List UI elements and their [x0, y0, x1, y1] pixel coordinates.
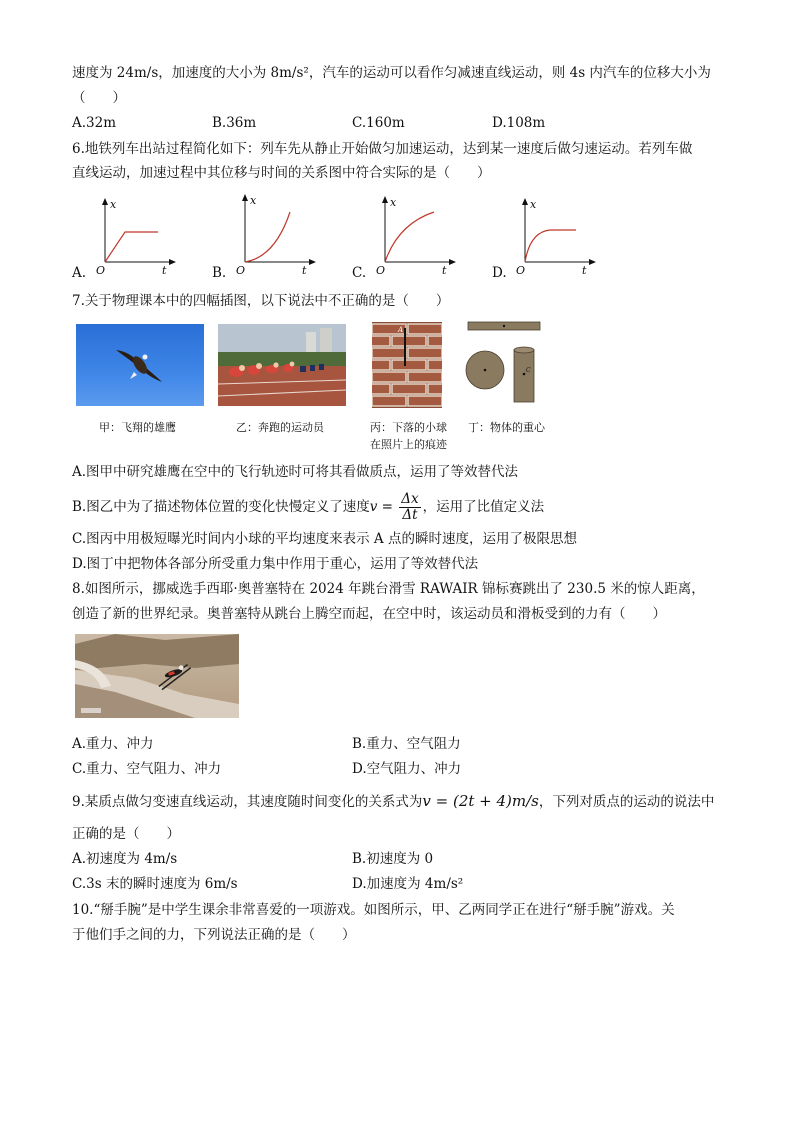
q9-option-c: C.3s 末的瞬时速度为 6m/s — [72, 876, 238, 892]
q9-line2: 正确的是（ ） — [72, 826, 180, 842]
graph-c-origin: O — [376, 264, 386, 277]
velocity-fraction — [399, 492, 420, 523]
runners-photo — [218, 324, 346, 406]
q7-option-b-pre: B.图乙中为了描述物体位置的变化快慢定义了速度 — [72, 499, 370, 515]
q8-line1: 8.如图所示，挪威选手西耶·奥普塞特在 2024 年跳台滑雪 RAWAIR 锦标赛跳出了 230.5 米的惊人距离， — [72, 581, 705, 597]
q9-option-d: D.加速度为 4m/s² — [352, 876, 464, 892]
graph-c-y-label: x — [390, 196, 397, 209]
graph-d-x-label: t — [582, 264, 587, 277]
q5-option-d: D.108m — [492, 115, 546, 131]
q6-option-d-letter: D. — [492, 265, 507, 281]
q6-graph-a — [90, 196, 180, 278]
q9-line1-pre: 9.某质点做匀变速直线运动，其速度随时间变化的关系式为 — [72, 794, 423, 810]
graph-d-curve — [525, 230, 576, 262]
graph-b-origin: O — [236, 264, 246, 277]
q9-formula: v = (2t + 4)m/s — [422, 792, 539, 810]
graph-c-curve — [385, 212, 434, 262]
ski-jump-photo — [75, 634, 239, 718]
point-c-label: C — [526, 367, 531, 374]
caption-jia: 甲：飞翔的雄鹰 — [99, 421, 176, 434]
q6-line2: 直线运动，加速过程中其位移与时间的关系图中符合实际的是（ ） — [72, 165, 491, 181]
q9-option-b: B.初速度为 0 — [352, 851, 434, 867]
graph-a-origin: O — [96, 264, 106, 277]
q7-option-b-v: v — [369, 499, 378, 515]
q10-line2: 于他们手之间的力，下列说法正确的是（ ） — [72, 927, 356, 943]
q7-option-b — [72, 487, 544, 527]
eagle-photo — [76, 324, 204, 406]
q5-option-b: B.36m — [212, 115, 257, 131]
q5-option-c: C.160m — [352, 115, 405, 131]
graph-b-y-label: x — [250, 194, 257, 207]
q5-line1: 速度为 24m/s，加速度的大小为 8m/s²，汽车的运动可以看作匀减速直线运动，则 4s 内汽车的位移大小为 — [72, 65, 711, 81]
q9-line1 — [72, 790, 714, 813]
q7-option-c: C.图丙中用极短曝光时间内小球的平均速度来表示 A 点的瞬时速度，运用了极限思想 — [72, 531, 577, 547]
graph-d-origin: O — [516, 264, 526, 277]
q8-option-a: A.重力、冲力 — [72, 736, 154, 752]
brick-wall-figure — [372, 322, 442, 408]
graph-b-curve — [245, 212, 290, 262]
q8-line2: 创造了新的世界纪录。奥普塞特从跳台上腾空而起，在空中时，该运动员和滑板受到的力有（ ） — [72, 606, 666, 622]
q6-option-c-letter: C. — [352, 265, 367, 281]
fraction-denominator: Δt — [402, 507, 418, 523]
caption-bing-1: 丙：下落的小球 — [370, 421, 447, 434]
graph-b-x-label: t — [302, 264, 307, 277]
q6-option-a-letter: A. — [72, 265, 87, 281]
q6-graph-d — [510, 196, 600, 278]
q9-line1-post: ，下列对质点的运动的说法中 — [538, 794, 715, 810]
q7-stem: 7.关于物理课本中的四幅插图，以下说法中不正确的是（ ） — [72, 293, 450, 309]
q8-option-b: B.重力、空气阻力 — [352, 736, 461, 752]
q5-option-a: A.32m — [72, 115, 117, 131]
q7-option-b-post: ，运用了比值定义法 — [422, 499, 545, 515]
caption-yi: 乙：奔跑的运动员 — [236, 421, 324, 434]
fraction-numerator: Δx — [401, 491, 419, 507]
q7-option-d: D.图丁中把物体各部分所受重力集中作用于重心，运用了等效替代法 — [72, 556, 479, 572]
q8-option-d: D.空气阻力、冲力 — [352, 761, 462, 777]
center-of-gravity-figure — [462, 320, 542, 410]
q6-line1: 6.地铁列车出站过程简化如下：列车先从静止开始做匀加速运动，达到某一速度后做匀速运动。若列车做 — [72, 141, 693, 157]
caption-ding: 丁：物体的重心 — [468, 421, 545, 434]
graph-c-x-label: t — [442, 264, 447, 277]
q6-graph-b — [230, 192, 320, 278]
graph-a-x-label: t — [162, 264, 167, 277]
q6-option-b-letter: B. — [212, 265, 227, 281]
q5-blank: （ ） — [72, 90, 126, 106]
caption-bing-2: 在照片上的痕迹 — [370, 438, 447, 451]
q7-option-a: A.图甲中研究雄鹰在空中的飞行轨迹时可将其看做质点，运用了等效替代法 — [72, 464, 519, 480]
q8-option-c: C.重力、空气阻力、冲力 — [72, 761, 222, 777]
graph-a-y-label: x — [110, 198, 117, 211]
q6-graph-c — [370, 194, 460, 278]
q9-option-a: A.初速度为 4m/s — [72, 851, 178, 867]
graph-d-y-label: x — [530, 198, 537, 211]
q10-line1: 10.“掰手腕”是中学生课余非常喜爱的一项游戏。如图所示，甲、乙两同学正在进行“掰手腕”游戏。关 — [72, 902, 675, 918]
graph-a-curve — [105, 232, 158, 262]
point-a-label: A — [398, 326, 404, 334]
q7-option-b-eq: = — [377, 499, 398, 515]
